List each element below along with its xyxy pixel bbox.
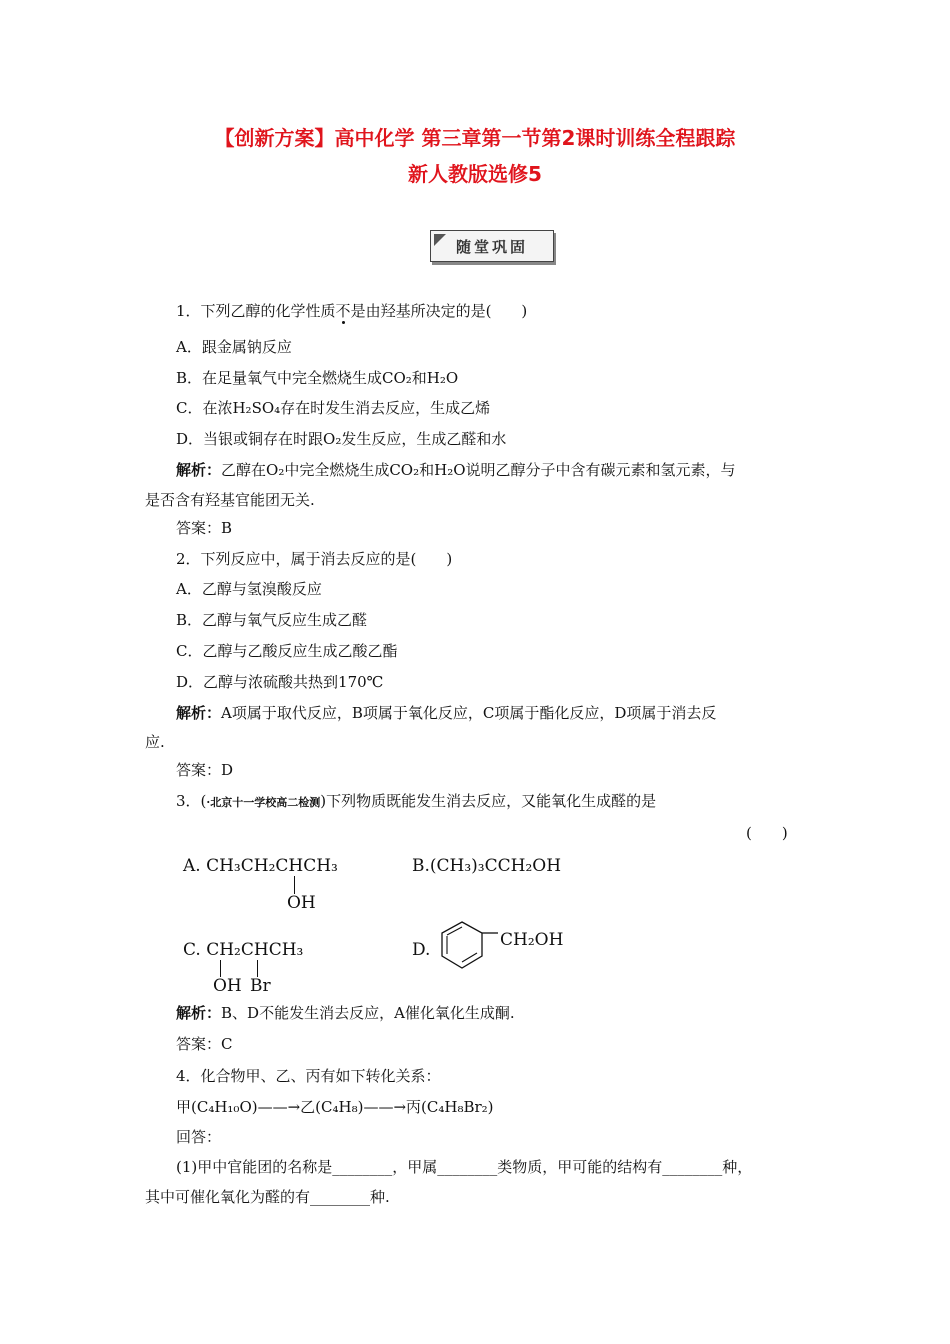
section-badge bbox=[430, 230, 554, 262]
q3-source: ·北京十一学校高二检测 bbox=[206, 796, 321, 809]
q1-stem-emphasis: 不 bbox=[335, 302, 351, 320]
q3-option-d-label: D. bbox=[412, 940, 431, 960]
q2-analysis-label: 解析： bbox=[176, 704, 222, 722]
q4-reply-label: 回答： bbox=[176, 1128, 222, 1146]
q2-option-d: D．乙醇与浓硫酸共热到170℃ bbox=[176, 673, 384, 691]
q1-option-a: A．跟金属钠反应 bbox=[176, 338, 292, 356]
q2-stem: 2．下列反应中，属于消去反应的是( ) bbox=[176, 550, 453, 568]
q2-analysis bbox=[176, 703, 716, 723]
q1-analysis-label: 解析： bbox=[176, 461, 222, 479]
q1-option-c: C．在浓H₂SO₄存在时发生消去反应，生成乙烯 bbox=[176, 399, 491, 417]
q3-option-a-substituent: OH bbox=[287, 893, 316, 913]
q2-analysis-cont: 应. bbox=[145, 733, 165, 751]
q3-stem bbox=[176, 791, 656, 813]
q3-answer: 答案：C bbox=[176, 1035, 233, 1053]
benzene-ring-icon bbox=[438, 918, 500, 978]
q3-number: 3．( bbox=[176, 792, 207, 810]
q3-analysis-text: B、D不能发生消去反应，A催化氧化生成酮. bbox=[221, 1004, 515, 1022]
section-badge-label: 随堂巩固 bbox=[455, 238, 528, 256]
q3-option-a-formula: A. CH₃CH₂CHCH₃ bbox=[183, 856, 338, 876]
document-title-line2: 新人教版选修5 bbox=[408, 162, 542, 186]
q4-stem: 4．化合物甲、乙、丙有如下转化关系： bbox=[176, 1067, 441, 1085]
q3-analysis-label: 解析： bbox=[176, 1004, 222, 1022]
q3-option-c-substituent-2: Br bbox=[250, 976, 271, 996]
q1-analysis bbox=[176, 460, 736, 480]
q2-option-c: C．乙醇与乙酸反应生成乙酸乙酯 bbox=[176, 642, 398, 660]
q1-stem bbox=[176, 301, 527, 321]
q3-analysis bbox=[176, 1003, 515, 1023]
q1-option-d: D．当银或铜存在时跟O₂发生反应，生成乙醛和水 bbox=[176, 430, 507, 448]
q2-answer: 答案：D bbox=[176, 761, 234, 779]
q1-analysis-text: 乙醇在O₂中完全燃烧生成CO₂和H₂O说明乙醇分子中含有碳元素和氢元素，与 bbox=[221, 461, 736, 479]
document-title-line1: 【创新方案】高中化学 第三章第一节第2课时训练全程跟踪 bbox=[214, 126, 736, 150]
q3-option-c-bond-2 bbox=[257, 960, 258, 977]
q3-option-d-group: CH₂OH bbox=[500, 930, 564, 950]
q2-option-a: A．乙醇与氢溴酸反应 bbox=[176, 580, 322, 598]
q3-option-a-bond bbox=[294, 876, 295, 894]
q2-analysis-text: A项属于取代反应，B项属于氧化反应，C项属于酯化反应，D项属于消去反 bbox=[221, 704, 717, 722]
q2-option-b: B．乙醇与氧气反应生成乙醛 bbox=[176, 611, 368, 629]
q3-stem-text: )下列物质既能发生消去反应，又能氧化生成醛的是 bbox=[320, 792, 657, 810]
q1-stem-part-b: 是由羟基所决定的是( ) bbox=[350, 302, 528, 320]
q3-option-b-formula: B.(CH₃)₃CCH₂OH bbox=[412, 856, 562, 876]
q4-scheme: 甲(C₄H₁₀O)——→乙(C₄H₈)——→丙(C₄H₈Br₂) bbox=[176, 1098, 494, 1116]
q1-analysis-cont: 是否含有羟基官能团无关. bbox=[145, 491, 315, 509]
q4-part1: (1)甲中官能团的名称是________，甲属________类物质，甲可能的结构有________种， bbox=[176, 1158, 753, 1176]
q1-option-b: B．在足量氧气中完全燃烧生成CO₂和H₂O bbox=[176, 369, 459, 387]
q1-stem-part-a: 1．下列乙醇的化学性质 bbox=[176, 302, 336, 320]
q4-part1-cont: 其中可催化氧化为醛的有________种. bbox=[145, 1188, 390, 1206]
q3-option-c-bond-1 bbox=[220, 960, 221, 977]
q3-option-c-substituent-1: OH bbox=[213, 976, 242, 996]
q3-option-c-formula: C. CH₂CHCH₃ bbox=[183, 940, 304, 960]
q1-answer: 答案：B bbox=[176, 519, 233, 537]
q3-answer-paren: ( ) bbox=[746, 824, 788, 842]
